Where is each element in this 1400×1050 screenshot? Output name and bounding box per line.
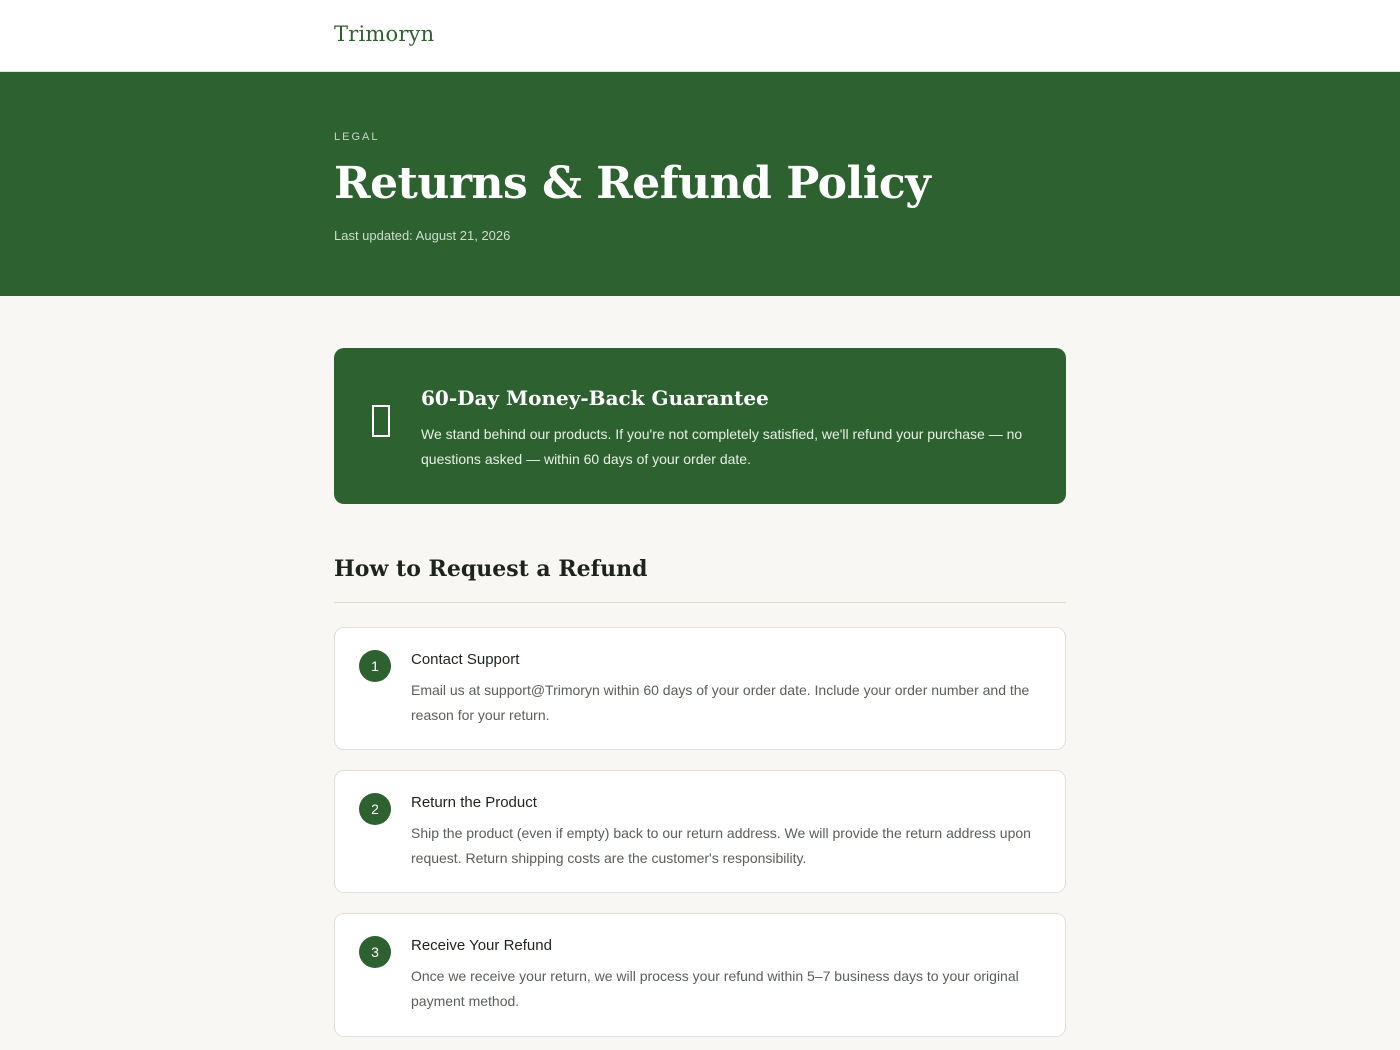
logo-link[interactable]: Trimoryn xyxy=(334,22,435,46)
guarantee-card xyxy=(334,348,1066,504)
step-title: Contact Support xyxy=(411,651,520,668)
hero-eyebrow: LEGAL xyxy=(334,131,380,143)
step-card-3 xyxy=(334,913,1066,1037)
step-number-badge: 3 xyxy=(359,936,391,968)
step-title: Receive Your Refund xyxy=(411,937,552,954)
last-updated-date: Last updated: August 21, 2026 xyxy=(334,228,511,243)
step-card-2 xyxy=(334,770,1066,893)
step-number-badge: 2 xyxy=(359,793,391,825)
step-description: Ship the product (even if empty) back to our return address. We will provide the return address upon request. Return shipping costs are the customer's responsibility. xyxy=(411,825,1031,866)
page-title: Returns & Refund Policy xyxy=(334,158,931,209)
step-card-1 xyxy=(334,627,1066,750)
step-number-badge: 1 xyxy=(359,650,391,682)
top-nav xyxy=(0,0,1400,72)
step-title: Return the Product xyxy=(411,794,537,811)
section-title: How to Request a Refund xyxy=(334,556,648,582)
section-divider xyxy=(334,602,1066,603)
guarantee-title: 60-Day Money-Back Guarantee xyxy=(421,386,769,410)
step-description: Email us at support@Trimoryn within 60 days of your order date. Include your order number and the reason for your return. xyxy=(411,682,1030,723)
hero-banner xyxy=(0,72,1400,296)
step-description: Once we receive your return, we will process your refund within 5–7 business days to your original payment method. xyxy=(411,968,1019,1009)
shield-icon xyxy=(372,405,390,437)
guarantee-text: We stand behind our products. If you're not completely satisfied, we'll refund your purchase — no questions asked — within 60 days of your order date. xyxy=(421,426,1023,467)
